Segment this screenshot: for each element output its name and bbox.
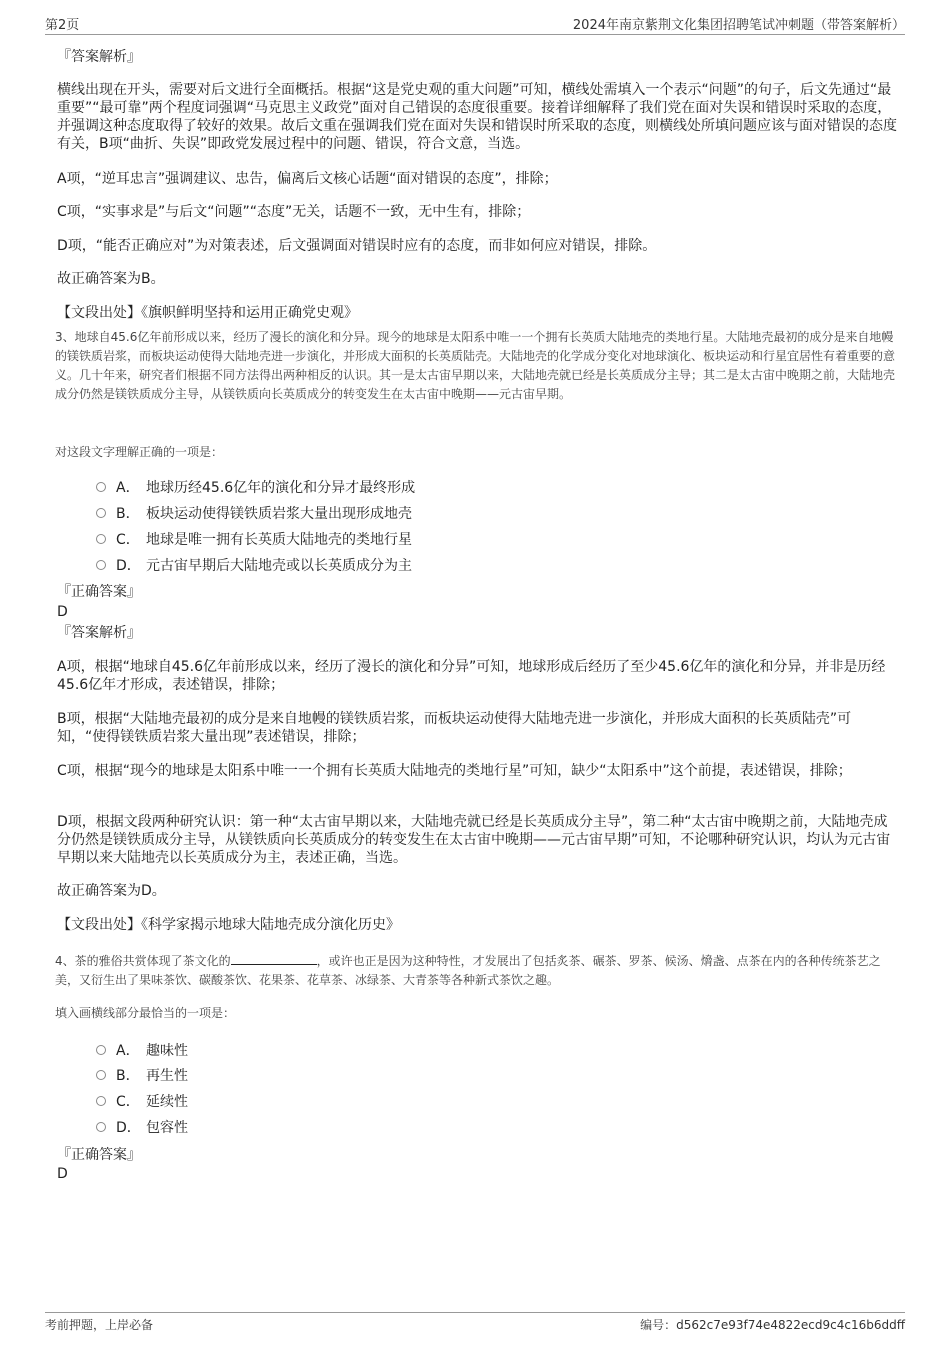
q4-answer-label: 『正确答案』 [57,1147,141,1163]
q4-option-b[interactable]: B． 再生性 [96,1067,188,1085]
page-footer [45,1312,905,1332]
q4-option-d[interactable]: D． 包容性 [96,1119,188,1137]
radio-icon[interactable] [96,1045,106,1055]
q3-answer-label: 『正确答案』 [57,584,141,600]
radio-icon[interactable] [96,1070,106,1080]
q3-option-b-analysis: B项，根据“大陆地壳最初的成分是来自地幔的镁铁质岩浆，而板块运动使得大陆地壳进一步演化，并形成大面积的长英质陆壳”可知，“使得镁铁质岩浆大量出现”表述错误，排除； [57,711,852,745]
q2-analysis-text: 横线出现在开头，需要对后文进行全面概括。根据“这是党史观的重大问题”可知，横线处需填入一个表示“问题”的句子，后文先通过“最重要”“最可靠”两个程度词强调“马克思主义政党”面对自己错误的态度很重要。接着详细解释了我们党在面对失误和错误时采取的态度，并强调这种态度取得了较好的效果。故后文重在强调我们党在面对失误和错误时所采取的态度，则横线处所填问题应该与面对错误的态度有关，B项“曲折、失误”即政党发展过程中的问题、错误，符合文意，当选。 [57,82,897,152]
q3-option-d-analysis: D项，根据文段两种研究认识：第一种“太古宙早期以来，大陆地壳就已经是长英质成分主导”，第二种“太古宙中晚期之前，大陆地壳成分仍然是镁铁质成分主导，从镁铁质向长英质成分的转变发生在太古宙中晚期——元古宙早期”可知，不论哪种研究认识，均认为元古宙早期以来大陆地壳以长英质成分为主，表述正确，当选。 [57,814,891,866]
page-header [45,14,905,35]
radio-icon[interactable] [96,560,106,570]
q3-conclusion: 故正确答案为D。 [57,883,166,899]
q2-analysis-label: 『答案解析』 [57,49,141,65]
document-title: 2024年南京紫荆文化集团招聘笔试冲刺题（带答案解析） [572,18,905,33]
q3-option-c[interactable]: C． 地球是唯一拥有长英质大陆地壳的类地行星 [96,531,412,549]
radio-icon[interactable] [96,482,106,492]
q4-option-a[interactable]: A． 趣味性 [96,1042,188,1060]
q3-option-a[interactable]: A． 地球历经45.6亿年的演化和分异才最终形成 [96,479,415,497]
q2-source: 【文段出处】《旗帜鲜明坚持和运用正确党史观》 [57,305,358,321]
radio-icon[interactable] [96,534,106,544]
q3-option-c-analysis: C项，根据“现今的地球是太阳系中唯一一个拥有长英质大陆地壳的类地行星”可知，缺少“太阳系中”这个前提，表述错误，排除； [57,763,852,779]
q4-prompt: 填入画横线部分最恰当的一项是： [55,1006,236,1020]
page-number: 第2页 [45,18,80,33]
fill-in-blank[interactable] [231,950,317,965]
q2-option-d-analysis: D项，“能否正确应对”为对策表述，后文强调面对错误时应有的态度，而非如何应对错误，排除。 [57,238,657,254]
radio-icon[interactable] [96,1122,106,1132]
q2-conclusion: 故正确答案为B。 [57,271,165,287]
footer-slogan: 考前押题，上岸必备 [45,1318,154,1332]
radio-icon[interactable] [96,1096,106,1106]
q4-option-c[interactable]: C． 延续性 [96,1093,188,1111]
q4-question-text: 4、茶的雅俗共赏体现了茶文化的 ，或许也正是因为这种特性，才发展出了包括炙茶、碾茶、罗茶、候汤、熁盏、点茶在内的各种传统茶艺之美，又衍生出了果味茶饮、碳酸茶饮、花果茶、花草茶、冰绿茶、大青茶等各种新式茶饮之趣。 [55,950,900,990]
q3-option-d[interactable]: D． 元古宙早期后大陆地壳或以长英质成分为主 [96,557,412,575]
q3-option-b[interactable]: B． 板块运动使得镁铁质岩浆大量出现形成地壳 [96,505,412,523]
q3-option-a-analysis: A项，根据“地球自45.6亿年前形成以来，经历了漫长的演化和分异”可知，地球形成后经历了至少45.6亿年的演化和分异，并非是历经45.6亿年才形成，表述错误，排除； [57,659,886,693]
q4-answer: D [57,1166,68,1182]
q3-answer: D [57,604,68,620]
q3-prompt: 对这段文字理解正确的一项是： [55,445,224,459]
document-code: 编号：d562c7e93f74e4822ecd9c4c16b6ddff [640,1318,905,1332]
q3-question-text: 3、地球自45.6亿年前形成以来，经历了漫长的演化和分异。现今的地球是太阳系中唯一一个拥有长英质大陆地壳的类地行星。大陆地壳最初的成分是来自地幔的镁铁质岩浆，而板块运动使得大陆地壳进一步演化，并形成大面积的长英质陆壳。大陆地壳的化学成分变化对地球演化、板块运动和行星宜居性有着重要的意义。几十年来，研究者们根据不同方法得出两种相反的认识。其一是太古宙早期以来，大陆地壳就已经是长英质成分主导；其二是太古宙中晚期之前，大陆地壳成分仍然是镁铁质成分主导，从镁铁质向长英质成分的转变发生在太古宙中晚期——元古宙早期。 [55,330,896,401]
q3-source: 【文段出处】《科学家揭示地球大陆地壳成分演化历史》 [57,917,400,933]
q2-option-a-analysis: A项，“逆耳忠言”强调建议、忠告，偏离后文核心话题“面对错误的态度”，排除； [57,171,558,187]
q2-option-c-analysis: C项，“实事求是”与后文“问题”“态度”无关，话题不一致，无中生有，排除； [57,204,531,220]
q3-analysis-label: 『答案解析』 [57,625,141,641]
radio-icon[interactable] [96,508,106,518]
